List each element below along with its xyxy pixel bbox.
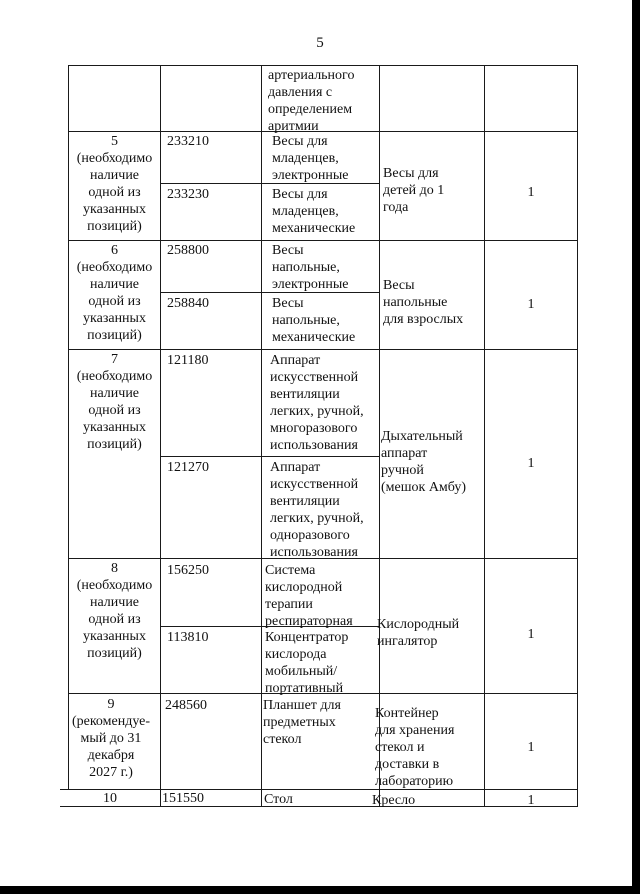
column-border: [484, 65, 485, 806]
device-name: Аппарат искусственной вентиляции легких, ручной, многоразового использования: [270, 353, 364, 453]
device-code: 151550: [162, 791, 204, 806]
equipment-name: Дыхательный аппарат ручной (мешок Амбу): [381, 429, 467, 495]
equipment-name: Весы для детей до 1 года: [383, 166, 445, 215]
position-label: 9 (рекомендуе- мый до 31 декабря 2027 г.): [71, 697, 151, 780]
device-code: 233230: [167, 187, 209, 202]
quantity: 1: [527, 793, 535, 808]
column-border: [379, 65, 380, 806]
scan-border-right: [632, 0, 640, 894]
device-code: 156250: [167, 563, 209, 578]
device-code: 121270: [167, 460, 209, 475]
position-label: 10: [103, 791, 117, 806]
device-name: Аппарат искусственной вентиляции легких, ручной, одноразового использования: [270, 460, 364, 560]
device-code: 258800: [167, 243, 209, 258]
column-border: [577, 65, 578, 806]
device-name: Весы для младенцев, электронные: [272, 134, 349, 183]
quantity: 1: [527, 740, 535, 755]
device-name: Весы для младенцев, механические: [272, 187, 356, 236]
device-name: Концентратор кислорода мобильный/ портативный: [265, 630, 349, 696]
equipment-name: Контейнер для хранения стекол и доставки в лабораторию: [375, 706, 455, 789]
device-name: Система кислородной терапии респираторная: [265, 563, 353, 629]
device-name: Планшет для предметных стекол: [263, 698, 341, 747]
equipment-name: Весы напольные для взрослых: [383, 278, 464, 327]
quantity: 1: [527, 185, 535, 200]
row-divider: [68, 240, 578, 241]
device-code: 121180: [167, 353, 209, 368]
device-code: 248560: [165, 698, 207, 713]
position-label: 5 (необходимо наличие одной из указанных позиций): [76, 134, 153, 234]
table-top-border: [68, 65, 578, 66]
device-name: Весы напольные, электронные: [272, 243, 349, 292]
device-code: 233210: [167, 134, 209, 149]
device-name: Весы напольные, механические: [272, 296, 356, 345]
position-label: 8 (необходимо наличие одной из указанных позиций): [76, 561, 153, 661]
device-name: артериального давления с определением аритмии: [268, 68, 355, 134]
row-divider: [68, 349, 578, 350]
device-code: 258840: [167, 296, 209, 311]
device-name: Стол: [264, 792, 293, 807]
position-label: 7 (необходимо наличие одной из указанных позиций): [76, 352, 153, 452]
column-border: [261, 65, 262, 806]
column-border: [160, 65, 161, 806]
quantity: 1: [527, 627, 535, 642]
page-number: 5: [316, 35, 324, 51]
subrow-divider: [160, 456, 379, 457]
position-label: 6 (необходимо наличие одной из указанных позиций): [76, 243, 153, 343]
device-code: 113810: [167, 630, 209, 645]
equipment-name: Кресло: [372, 793, 416, 808]
quantity: 1: [527, 456, 535, 471]
scan-border-bottom: [0, 886, 640, 894]
quantity: 1: [527, 297, 535, 312]
equipment-name: Кислородный ингалятор: [377, 617, 460, 649]
